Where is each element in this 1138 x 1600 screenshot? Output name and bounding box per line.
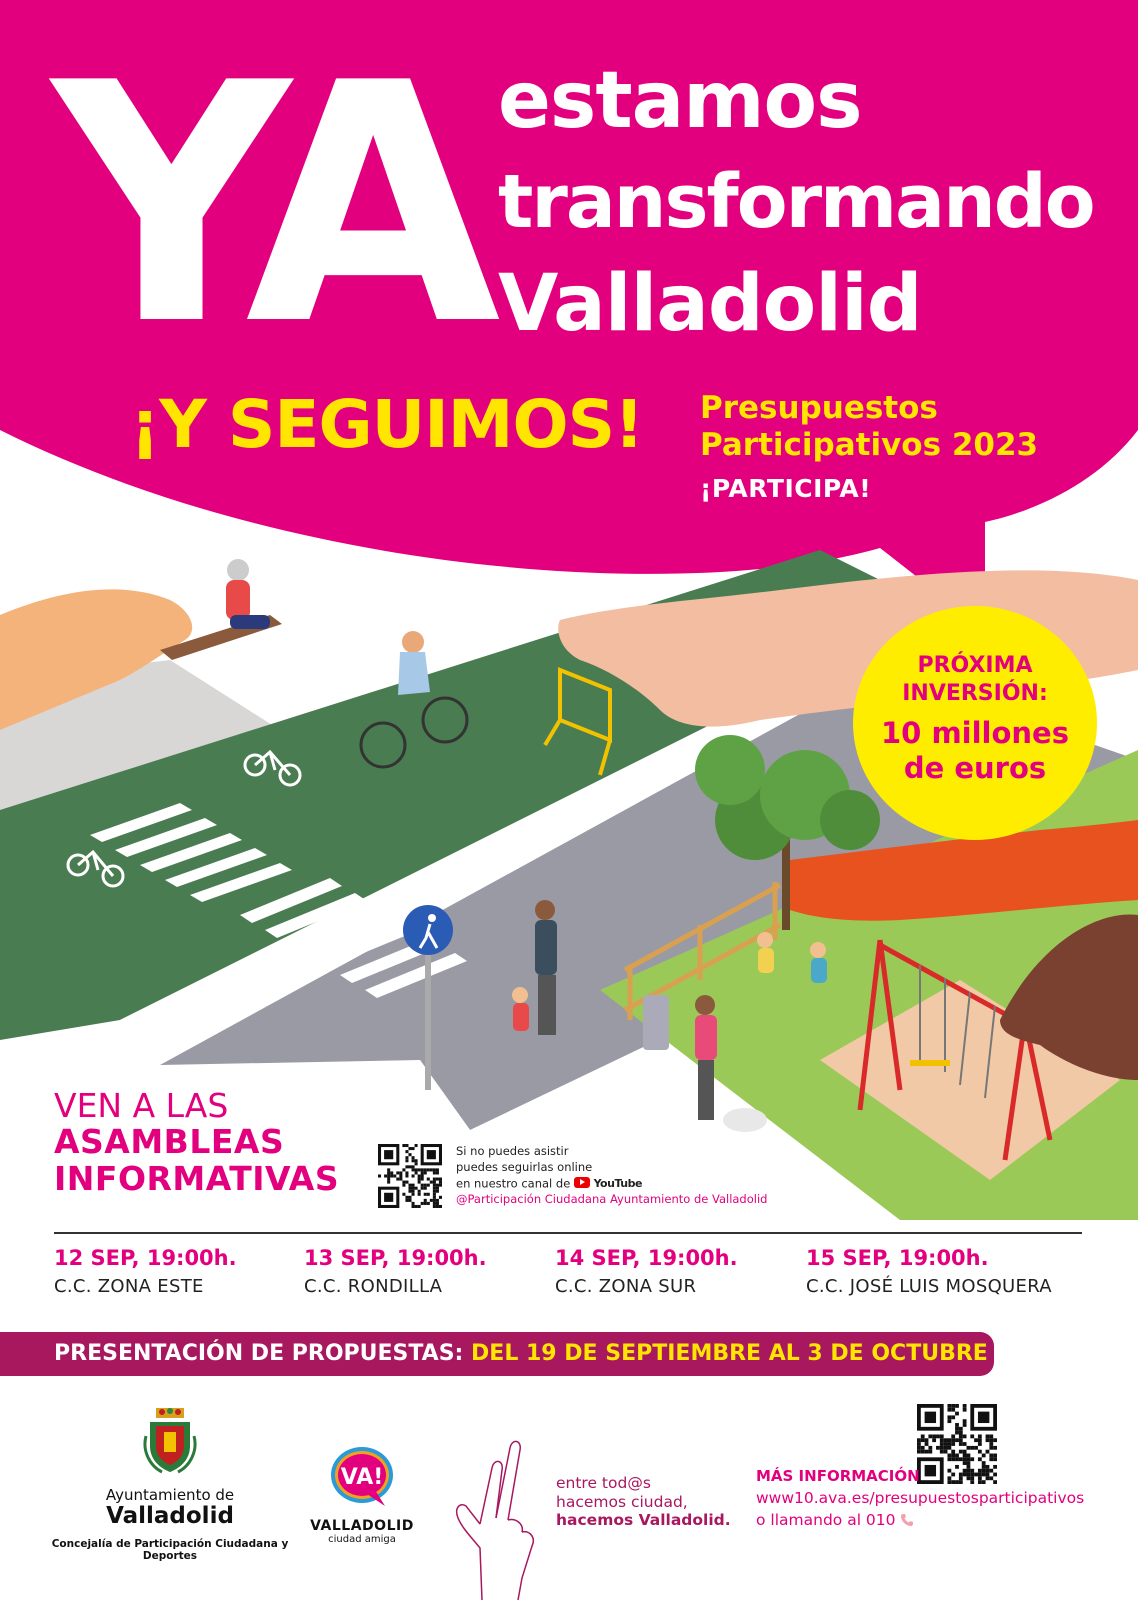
event-4	[806, 1246, 1052, 1297]
qr-code-icon[interactable]	[378, 1144, 442, 1208]
youtube-icon[interactable]	[574, 1176, 642, 1192]
peace-hand-icon	[452, 1428, 552, 1600]
investment-amount-line-2: de euros	[903, 750, 1047, 785]
va-badge-icon	[327, 1444, 397, 1510]
event-when: 15 SEP, 19:00h.	[806, 1246, 989, 1270]
event-where: C.C. ZONA SUR	[555, 1276, 697, 1297]
banner-dates: DEL 19 DE SEPTIEMBRE AL 3 DE OCTUBRE	[471, 1341, 988, 1366]
online-streaming-note	[456, 1144, 786, 1208]
event-1	[54, 1246, 237, 1297]
investment-label-line-2: INVERSIÓN:	[902, 680, 1048, 706]
va-badge-text: VA!	[340, 1465, 384, 1490]
assemblies-heading-line-3: INFORMATIVAS	[54, 1158, 340, 1198]
trash-bin	[643, 995, 669, 1050]
va-line-2: ciudad amiga	[328, 1534, 396, 1545]
coat-of-arms-icon	[142, 1406, 198, 1478]
slogan-line-3: hacemos Valladolid.	[556, 1511, 731, 1530]
headline-line-3: Valladolid	[498, 259, 922, 349]
event-when: 14 SEP, 19:00h.	[555, 1246, 738, 1270]
assemblies-heading-line-1: VEN A LAS	[54, 1086, 229, 1125]
phone-icon	[900, 1513, 914, 1527]
more-info	[756, 1466, 1084, 1531]
ayto-line-3: Concejalía de Participación Ciudadana y Deportes	[51, 1538, 289, 1563]
participa-call: ¡PARTICIPA!	[700, 474, 872, 503]
online-line-1: Si no puedes asistir	[456, 1144, 569, 1158]
slogan	[556, 1474, 731, 1530]
youtube-word: YouTube	[593, 1176, 642, 1190]
online-line-3: en nuestro canal de	[456, 1176, 571, 1191]
event-when: 12 SEP, 19:00h.	[54, 1246, 237, 1270]
slogan-line-1: entre tod@s	[556, 1474, 651, 1492]
program-title-line-1: Presupuestos	[700, 390, 938, 426]
banner-label: PRESENTACIÓN DE PROPUESTAS:	[54, 1341, 464, 1366]
event-2	[304, 1246, 487, 1297]
assemblies-heading	[54, 1088, 339, 1197]
headline-ya: YA	[52, 13, 487, 397]
event-3	[555, 1246, 738, 1297]
event-where: C.C. ZONA ESTE	[54, 1276, 204, 1297]
ayto-line-2: Valladolid	[106, 1503, 234, 1529]
proposals-banner	[0, 1332, 994, 1376]
headline-line-2: transformando	[498, 159, 1094, 245]
ayto-line-1: Ayuntamiento de	[105, 1486, 235, 1504]
assemblies-heading-line-2: ASAMBLEAS	[54, 1122, 285, 1162]
investment-badge	[853, 606, 1097, 840]
more-info-phone[interactable]: o llamando al 010	[756, 1511, 896, 1530]
divider-line	[54, 1232, 1082, 1234]
event-where: C.C. JOSÉ LUIS MOSQUERA	[806, 1276, 1052, 1297]
program-title	[700, 390, 1038, 464]
slogan-line-2: hacemos ciudad,	[556, 1492, 688, 1511]
more-info-title: MÁS INFORMACIÓN	[756, 1467, 920, 1485]
ayuntamiento-logo	[40, 1406, 300, 1562]
event-when: 13 SEP, 19:00h.	[304, 1246, 487, 1270]
program-title-line-2: Participativos 2023	[700, 427, 1039, 464]
va-valladolid-logo	[306, 1444, 418, 1545]
channel-handle[interactable]: @Participación Ciudadana Ayuntamiento de Valladolid	[456, 1192, 768, 1207]
va-line-1: VALLADOLID	[310, 1518, 414, 1534]
investment-amount-line-1: 10 millones	[881, 716, 1069, 750]
investment-label-line-1: PRÓXIMA	[917, 653, 1033, 678]
seguimos-slogan: ¡Y SEGUIMOS!	[130, 386, 644, 463]
headline-line-1: estamos	[498, 56, 862, 146]
event-where: C.C. RONDILLA	[304, 1276, 443, 1297]
online-line-2: puedes seguirlas online	[456, 1159, 593, 1174]
more-info-url[interactable]: www10.ava.es/presupuestosparticipativos	[756, 1489, 1085, 1508]
